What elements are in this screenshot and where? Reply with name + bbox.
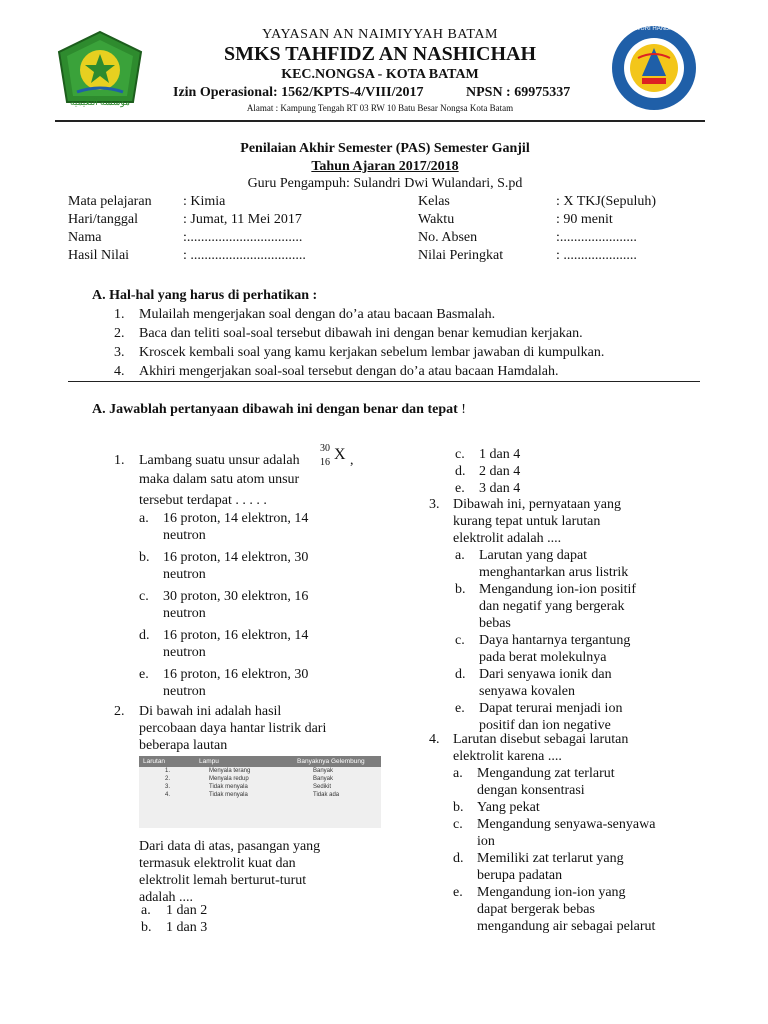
- question-number: 1.: [114, 453, 125, 468]
- option-text: Mengandung zat terlarut: [477, 766, 615, 781]
- time-label: Waktu: [418, 212, 455, 227]
- table-cell: Menyala terang: [195, 767, 293, 775]
- option-b[interactable]: [141, 919, 291, 936]
- option-text: ion: [477, 834, 495, 849]
- question-text: maka dalam satu atom unsur: [139, 472, 300, 487]
- option-text: Yang pekat: [477, 800, 540, 815]
- option-c[interactable]: [453, 816, 721, 850]
- question-text: Dari data di atas, pasangan yang: [139, 839, 321, 854]
- school-address: Alamat : Kampung Tengah RT 03 RW 10 Batu Besar Nongsa Kota Batam: [246, 103, 514, 113]
- option-letter: d.: [455, 667, 466, 682]
- right-logo-caption: TUT WURI HANDAYANI: [621, 26, 687, 32]
- table-cell: Menyala redup: [195, 775, 293, 783]
- questions-heading-mark: !: [461, 402, 466, 417]
- option-text: 3 dan 4: [479, 481, 521, 496]
- rule-item: [114, 343, 714, 362]
- option-letter: d.: [139, 628, 150, 643]
- rule-item: [114, 324, 714, 343]
- symbol-comma: ,: [350, 453, 354, 468]
- option-text: berupa padatan: [477, 868, 563, 883]
- question-text: adalah ....: [139, 890, 194, 905]
- option-letter: a.: [141, 903, 151, 918]
- name-label: Nama: [68, 230, 102, 245]
- option-letter: b.: [453, 800, 464, 815]
- table-cell: Tidak menyala: [195, 791, 293, 799]
- table-cell: Sedikit: [293, 783, 381, 791]
- option-text: 1 dan 3: [166, 920, 208, 935]
- rule-number: 1.: [114, 307, 125, 322]
- npsn: NPSN : 69975337: [466, 85, 571, 100]
- subject-label: Mata pelajaran: [68, 194, 152, 209]
- question-3: [429, 496, 719, 547]
- rules-list: [114, 305, 714, 381]
- rule-text: Akhiri mengerjakan soal-soal tersebut dengan do’a atau bacaan Hamdalah.: [139, 364, 559, 379]
- rule-number: 4.: [114, 364, 125, 379]
- option-text: mengandung air sebagai pelarut: [477, 919, 656, 934]
- rule-number: 2.: [114, 326, 125, 341]
- rule-text: Kroscek kembali soal yang kamu kerjakan sebelum lembar jawaban di kumpulkan.: [139, 345, 605, 360]
- option-text: Dapat terurai menjadi ion: [479, 701, 623, 716]
- option-text: dan negatif yang bergerak: [479, 599, 625, 614]
- option-letter: c.: [455, 447, 465, 462]
- q1-options: [139, 510, 409, 705]
- question-text: elektrolit adalah ....: [453, 531, 562, 546]
- option-letter: b.: [139, 550, 150, 565]
- table-row: [139, 783, 381, 791]
- option-text: Memiliki zat terlarut yang: [477, 851, 624, 866]
- option-text: neutron: [163, 684, 206, 699]
- subject-value: : Kimia: [183, 194, 226, 209]
- question-2-continued: [139, 838, 409, 906]
- option-c[interactable]: [139, 588, 409, 627]
- option-text: 16 proton, 14 elektron, 30: [163, 550, 309, 565]
- question-text: beberapa lautan: [139, 738, 228, 753]
- absen-value: :......................: [556, 230, 637, 245]
- option-text: senyawa kovalen: [479, 684, 576, 699]
- q2-options-right: [455, 446, 605, 497]
- atomic-number: 16: [320, 457, 330, 468]
- option-text: menghantarkan arus listrik: [479, 565, 629, 580]
- option-text: neutron: [163, 645, 206, 660]
- option-text: neutron: [163, 606, 206, 621]
- question-text: elektrolit karena ....: [453, 749, 562, 764]
- option-a[interactable]: [139, 510, 409, 549]
- option-c[interactable]: [455, 632, 720, 666]
- table-cell: Banyak: [293, 767, 381, 775]
- option-text: Larutan yang dapat: [479, 548, 588, 563]
- option-letter: e.: [139, 667, 149, 682]
- time-value: : 90 menit: [556, 212, 613, 227]
- question-text: percobaan daya hantar listrik dari: [139, 721, 327, 736]
- exam-year: Tahun Ajaran 2017/2018: [311, 159, 459, 174]
- option-letter: c.: [453, 817, 463, 832]
- exam-title: Penilaian Akhir Semester (PAS) Semester Ganjil: [240, 141, 530, 156]
- exam-year-wrap: [150, 159, 620, 175]
- option-text: pada berat molekulnya: [479, 650, 607, 665]
- rule-text: Baca dan teliti soal-soal tersebut dibawah ini dengan benar kemudian kerjakan.: [139, 326, 583, 341]
- option-a[interactable]: [455, 547, 720, 581]
- option-e[interactable]: [139, 666, 409, 705]
- class-label: Kelas: [418, 194, 450, 209]
- rules-heading: A. Hal-hal yang harus di perhatikan :: [92, 288, 318, 303]
- question-text: tersebut terdapat . . . . .: [139, 493, 267, 508]
- option-text: neutron: [163, 528, 206, 543]
- table-cell: 2.: [139, 775, 195, 783]
- option-letter: d.: [455, 464, 466, 479]
- question-4: [429, 731, 719, 765]
- q4-options: [453, 765, 721, 935]
- option-text: Mengandung ion-ion yang: [477, 885, 626, 900]
- option-d[interactable]: [455, 666, 720, 700]
- class-value: : X TKJ(Sepuluh): [556, 194, 657, 209]
- option-text: Dari senyawa ionik dan: [479, 667, 612, 682]
- option-a[interactable]: [453, 765, 721, 799]
- table-row: [139, 767, 381, 775]
- option-text: 30 proton, 30 elektron, 16: [163, 589, 309, 604]
- mass-number: 30: [320, 443, 330, 454]
- rank-label: Nilai Peringkat: [418, 248, 504, 263]
- option-e[interactable]: [455, 700, 720, 734]
- option-letter: b.: [141, 920, 152, 935]
- option-c[interactable]: [455, 446, 605, 463]
- left-logo-caption: مؤسسة النعيمية: [70, 97, 130, 107]
- table-header: Larutan: [139, 756, 195, 767]
- option-d[interactable]: [455, 463, 605, 480]
- rule-item: [114, 305, 714, 324]
- option-b[interactable]: [455, 581, 720, 632]
- option-text: bebas: [479, 616, 511, 631]
- tut-wuri-logo: [608, 22, 700, 114]
- name-value: :.................................: [183, 230, 303, 245]
- questions-heading-text: A. Jawablah pertanyaan dibawah ini dengan benar dan tepat: [92, 402, 458, 417]
- option-b[interactable]: [453, 799, 721, 816]
- rule-number: 3.: [114, 345, 125, 360]
- question-text: termasuk elektrolit kuat dan: [139, 856, 296, 871]
- option-letter: e.: [455, 481, 465, 496]
- table-cell: Tidak ada: [293, 791, 381, 799]
- questions-heading: [92, 402, 466, 418]
- info-block: [68, 193, 708, 268]
- option-text: dapat bergerak bebas: [477, 902, 595, 917]
- permit-number: Izin Operasional: 1562/KPTS-4/VIII/2017: [173, 85, 424, 100]
- rules-divider: [68, 381, 700, 382]
- question-number: 3.: [429, 497, 440, 512]
- option-b[interactable]: [139, 549, 409, 588]
- option-text: 16 proton, 14 elektron, 14: [163, 511, 309, 526]
- option-text: dengan konsentrasi: [477, 783, 585, 798]
- option-letter: d.: [453, 851, 464, 866]
- absen-label: No. Absen: [418, 230, 478, 245]
- score-value: : .................................: [183, 248, 306, 263]
- school-name: SMKS TAHFIDZ AN NASHICHAH: [223, 43, 537, 65]
- option-e[interactable]: [455, 480, 605, 497]
- option-letter: a.: [455, 548, 465, 563]
- option-text: neutron: [163, 567, 206, 582]
- question-number: 2.: [114, 704, 125, 719]
- question-text: elektrolit lemah berturut-turut: [139, 873, 307, 888]
- option-text: Mengandung ion-ion positif: [479, 582, 637, 597]
- option-letter: a.: [453, 766, 463, 781]
- q2-options-left: [141, 902, 291, 936]
- rule-text: Mulailah mengerjakan soal dengan do’a atau bacaan Basmalah.: [139, 307, 496, 322]
- table-header: Lampu: [195, 756, 293, 767]
- question-number: 4.: [429, 732, 440, 747]
- question-text: Lambang suatu unsur adalah: [139, 453, 300, 468]
- table-cell: 3.: [139, 783, 195, 791]
- foundation-name: YAYASAN AN NAIMIYYAH BATAM: [262, 27, 498, 42]
- table-cell: Tidak menyala: [195, 783, 293, 791]
- option-text: 1 dan 4: [479, 447, 521, 462]
- option-letter: b.: [455, 582, 466, 597]
- option-letter: a.: [139, 511, 149, 526]
- element-symbol: X: [334, 446, 346, 463]
- table-cell: Banyak: [293, 775, 381, 783]
- day-value: : Jumat, 11 Mei 2017: [183, 212, 302, 227]
- option-a[interactable]: [141, 902, 291, 919]
- option-text: 2 dan 4: [479, 464, 521, 479]
- teacher-name: Guru Pengampuh: Sulandri Dwi Wulandari, S.pd: [247, 176, 523, 191]
- option-d[interactable]: [453, 850, 721, 884]
- rule-item: [114, 362, 714, 381]
- option-e[interactable]: [453, 884, 721, 935]
- district: KEC.NONGSA - KOTA BATAM: [281, 67, 479, 82]
- option-letter: e.: [453, 885, 463, 900]
- q3-options: [455, 547, 720, 734]
- option-letter: e.: [455, 701, 465, 716]
- question-text: Larutan disebut sebagai larutan: [453, 732, 629, 747]
- option-text: 16 proton, 16 elektron, 30: [163, 667, 309, 682]
- question-text: Di bawah ini adalah hasil: [139, 704, 282, 719]
- option-text: Daya hantarnya tergantung: [479, 633, 631, 648]
- option-d[interactable]: [139, 627, 409, 666]
- question-text: kurang tepat untuk larutan: [453, 514, 601, 529]
- option-text: positif dan ion negative: [479, 718, 611, 733]
- rank-value: : .....................: [556, 248, 637, 263]
- question-2: [114, 703, 404, 754]
- question-text: Dibawah ini, pernyataan yang: [453, 497, 621, 512]
- table-header: Banyaknya Gelembung: [293, 756, 381, 767]
- table-cell: 4.: [139, 791, 195, 799]
- table-cell: 1.: [139, 767, 195, 775]
- question-1: [114, 443, 404, 509]
- option-text: Mengandung senyawa-senyawa: [477, 817, 656, 832]
- score-label: Hasil Nilai: [68, 248, 130, 263]
- header-divider: [55, 120, 705, 122]
- option-text: 1 dan 2: [166, 903, 208, 918]
- day-label: Hari/tanggal: [68, 212, 138, 227]
- table-row: [139, 775, 381, 783]
- option-letter: c.: [455, 633, 465, 648]
- table-row: [139, 791, 381, 799]
- option-letter: c.: [139, 589, 149, 604]
- option-text: 16 proton, 16 elektron, 14: [163, 628, 309, 643]
- experiment-table: [139, 756, 381, 828]
